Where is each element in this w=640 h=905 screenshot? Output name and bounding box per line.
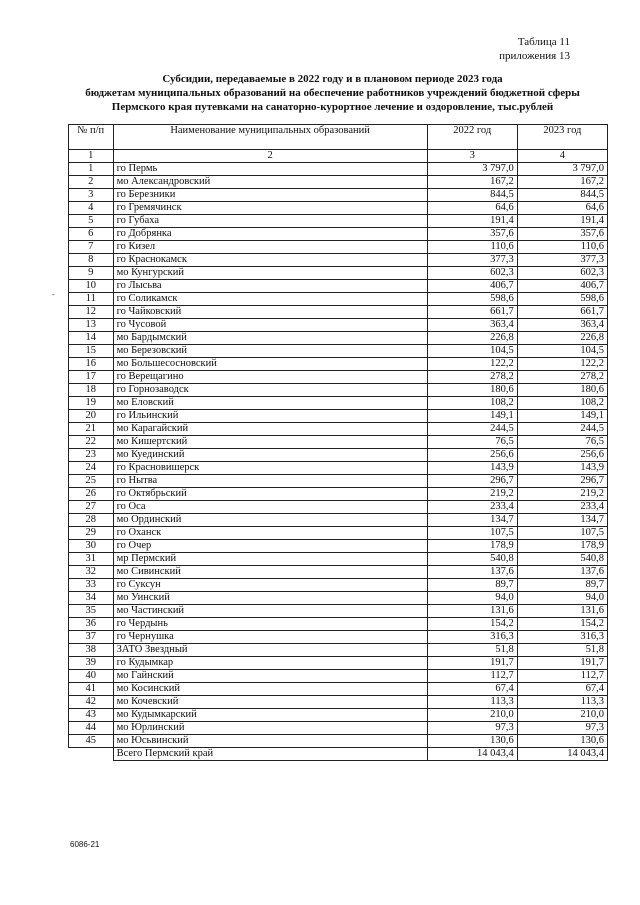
row-number: 29 xyxy=(69,527,114,540)
value-2023: 357,6 xyxy=(517,228,607,241)
table-row xyxy=(69,397,608,410)
value-2023: 130,6 xyxy=(517,735,607,748)
row-number: 22 xyxy=(69,436,114,449)
value-2023: 108,2 xyxy=(517,397,607,410)
table-row xyxy=(69,501,608,514)
municipality-name: го Лысьва xyxy=(113,280,427,293)
row-number: 4 xyxy=(69,202,114,215)
value-2022: 112,7 xyxy=(427,670,517,683)
value-2023: 122,2 xyxy=(517,358,607,371)
appendix-table-number: Таблица 11 xyxy=(517,36,570,48)
value-2023: 244,5 xyxy=(517,423,607,436)
header-number: № п/п xyxy=(69,125,114,150)
value-2022: 97,3 xyxy=(427,722,517,735)
municipality-name: мо Кудымкарский xyxy=(113,709,427,722)
table-row xyxy=(69,241,608,254)
index-cell-3: 3 xyxy=(427,150,517,163)
value-2022: 210,0 xyxy=(427,709,517,722)
municipality-name: го Кудымкар xyxy=(113,657,427,670)
value-2022: 363,4 xyxy=(427,319,517,332)
row-number: 40 xyxy=(69,670,114,683)
table-row xyxy=(69,540,608,553)
value-2023: 406,7 xyxy=(517,280,607,293)
table-row xyxy=(69,605,608,618)
value-2023: 178,9 xyxy=(517,540,607,553)
value-2022: 377,3 xyxy=(427,254,517,267)
value-2022: 137,6 xyxy=(427,566,517,579)
value-2022: 540,8 xyxy=(427,553,517,566)
municipality-name: мо Кишертский xyxy=(113,436,427,449)
municipality-name: го Пермь xyxy=(113,163,427,176)
table-row xyxy=(69,696,608,709)
municipality-name: мо Частинский xyxy=(113,605,427,618)
value-2023: 137,6 xyxy=(517,566,607,579)
value-2022: 406,7 xyxy=(427,280,517,293)
municipality-name: го Чердынь xyxy=(113,618,427,631)
header-name: Наименование муниципальных образований xyxy=(113,125,427,150)
value-2023: 112,7 xyxy=(517,670,607,683)
value-2023: 191,4 xyxy=(517,215,607,228)
value-2022: 122,2 xyxy=(427,358,517,371)
table-row xyxy=(69,462,608,475)
value-2022: 89,7 xyxy=(427,579,517,592)
index-cell-4: 4 xyxy=(517,150,607,163)
total-label: Всего Пермский край xyxy=(113,748,427,761)
table-row xyxy=(69,514,608,527)
value-2022: 180,6 xyxy=(427,384,517,397)
row-number: 41 xyxy=(69,683,114,696)
value-2023: 191,7 xyxy=(517,657,607,670)
value-2022: 64,6 xyxy=(427,202,517,215)
table-row xyxy=(69,722,608,735)
municipality-name: го Добрянка xyxy=(113,228,427,241)
row-number: 36 xyxy=(69,618,114,631)
table-row xyxy=(69,345,608,358)
value-2022: 357,6 xyxy=(427,228,517,241)
subsidy-table xyxy=(68,124,608,761)
municipality-name: го Суксун xyxy=(113,579,427,592)
document-code: 6086-21 xyxy=(70,840,100,849)
table-row xyxy=(69,553,608,566)
value-2022: 178,9 xyxy=(427,540,517,553)
municipality-name: го Чайковский xyxy=(113,306,427,319)
value-2023: 110,6 xyxy=(517,241,607,254)
row-number: 21 xyxy=(69,423,114,436)
municipality-name: го Оханск xyxy=(113,527,427,540)
value-2022: 131,6 xyxy=(427,605,517,618)
value-2023: 256,6 xyxy=(517,449,607,462)
total-row xyxy=(69,748,608,761)
value-2022: 167,2 xyxy=(427,176,517,189)
table-row xyxy=(69,488,608,501)
value-2022: 149,1 xyxy=(427,410,517,423)
value-2023: 219,2 xyxy=(517,488,607,501)
municipality-name: го Березники xyxy=(113,189,427,202)
row-number: 18 xyxy=(69,384,114,397)
value-2022: 226,8 xyxy=(427,332,517,345)
municipality-name: мо Косинский xyxy=(113,683,427,696)
table-row xyxy=(69,423,608,436)
value-2022: 134,7 xyxy=(427,514,517,527)
value-2022: 661,7 xyxy=(427,306,517,319)
index-cell-1: 1 xyxy=(69,150,114,163)
municipality-name: го Верещагино xyxy=(113,371,427,384)
table-row xyxy=(69,371,608,384)
municipality-name: го Чусовой xyxy=(113,319,427,332)
municipality-name: го Соликамск xyxy=(113,293,427,306)
municipality-name: го Губаха xyxy=(113,215,427,228)
table-row xyxy=(69,449,608,462)
value-2022: 154,2 xyxy=(427,618,517,631)
title-line-3: Пермского края путевками на санаторно-курортное лечение и оздоровление, тыс.рублей xyxy=(111,101,554,113)
value-2022: 316,3 xyxy=(427,631,517,644)
municipality-name: мо Юсьвинский xyxy=(113,735,427,748)
municipality-name: го Оса xyxy=(113,501,427,514)
total-2023: 14 043,4 xyxy=(517,748,607,761)
municipality-name: мо Еловский xyxy=(113,397,427,410)
municipality-name: мо Александровский xyxy=(113,176,427,189)
value-2023: 363,4 xyxy=(517,319,607,332)
table-row xyxy=(69,176,608,189)
total-empty xyxy=(69,748,114,761)
value-2022: 256,6 xyxy=(427,449,517,462)
table-row xyxy=(69,254,608,267)
table-row xyxy=(69,202,608,215)
value-2022: 233,4 xyxy=(427,501,517,514)
row-number: 2 xyxy=(69,176,114,189)
appendix-reference: приложения 13 xyxy=(499,50,570,62)
municipality-name: мо Сивинский xyxy=(113,566,427,579)
row-number: 9 xyxy=(69,267,114,280)
table-row xyxy=(69,228,608,241)
value-2022: 296,7 xyxy=(427,475,517,488)
municipality-name: мо Уинский xyxy=(113,592,427,605)
value-2022: 602,3 xyxy=(427,267,517,280)
table-row xyxy=(69,657,608,670)
value-2023: 3 797,0 xyxy=(517,163,607,176)
municipality-name: мо Большесосновский xyxy=(113,358,427,371)
value-2023: 134,7 xyxy=(517,514,607,527)
row-number: 7 xyxy=(69,241,114,254)
municipality-name: го Октябрьский xyxy=(113,488,427,501)
municipality-name: мо Куединский xyxy=(113,449,427,462)
row-number: 45 xyxy=(69,735,114,748)
value-2023: 131,6 xyxy=(517,605,607,618)
margin-mark: - xyxy=(52,290,55,299)
value-2022: 191,7 xyxy=(427,657,517,670)
value-2023: 113,3 xyxy=(517,696,607,709)
table-row xyxy=(69,410,608,423)
table-row xyxy=(69,631,608,644)
municipality-name: го Красновишерск xyxy=(113,462,427,475)
municipality-name: мо Кунгурский xyxy=(113,267,427,280)
row-number: 27 xyxy=(69,501,114,514)
value-2022: 3 797,0 xyxy=(427,163,517,176)
value-2023: 602,3 xyxy=(517,267,607,280)
municipality-name: го Чернушка xyxy=(113,631,427,644)
row-number: 5 xyxy=(69,215,114,228)
row-number: 28 xyxy=(69,514,114,527)
table-row xyxy=(69,644,608,657)
table-row xyxy=(69,280,608,293)
value-2023: 377,3 xyxy=(517,254,607,267)
value-2023: 233,4 xyxy=(517,501,607,514)
value-2022: 191,4 xyxy=(427,215,517,228)
municipality-name: го Нытва xyxy=(113,475,427,488)
title-line-2: бюджетам муниципальных образований на обеспечение работников учреждений бюджетной сферы xyxy=(85,87,580,99)
municipality-name: го Краснокамск xyxy=(113,254,427,267)
municipality-name: мо Кочевский xyxy=(113,696,427,709)
row-number: 19 xyxy=(69,397,114,410)
value-2023: 67,4 xyxy=(517,683,607,696)
row-number: 1 xyxy=(69,163,114,176)
row-number: 24 xyxy=(69,462,114,475)
value-2023: 76,5 xyxy=(517,436,607,449)
header-2022: 2022 год xyxy=(427,125,517,150)
row-number: 34 xyxy=(69,592,114,605)
table-row xyxy=(69,735,608,748)
row-number: 35 xyxy=(69,605,114,618)
value-2023: 210,0 xyxy=(517,709,607,722)
value-2022: 598,6 xyxy=(427,293,517,306)
value-2023: 107,5 xyxy=(517,527,607,540)
value-2023: 661,7 xyxy=(517,306,607,319)
table-row xyxy=(69,306,608,319)
row-number: 11 xyxy=(69,293,114,306)
row-number: 38 xyxy=(69,644,114,657)
value-2023: 316,3 xyxy=(517,631,607,644)
row-number: 33 xyxy=(69,579,114,592)
row-number: 43 xyxy=(69,709,114,722)
table-row xyxy=(69,384,608,397)
municipality-name: го Очер xyxy=(113,540,427,553)
row-number: 12 xyxy=(69,306,114,319)
value-2022: 244,5 xyxy=(427,423,517,436)
row-number: 25 xyxy=(69,475,114,488)
table-row xyxy=(69,358,608,371)
appendix-note xyxy=(499,35,570,63)
municipality-name: ЗАТО Звездный xyxy=(113,644,427,657)
municipality-name: мо Бардымский xyxy=(113,332,427,345)
row-number: 6 xyxy=(69,228,114,241)
table-row xyxy=(69,592,608,605)
table-row xyxy=(69,293,608,306)
municipality-name: го Гремячинск xyxy=(113,202,427,215)
table-row xyxy=(69,670,608,683)
value-2023: 104,5 xyxy=(517,345,607,358)
column-index-row xyxy=(69,150,608,163)
table-row xyxy=(69,163,608,176)
row-number: 10 xyxy=(69,280,114,293)
municipality-name: мо Карагайский xyxy=(113,423,427,436)
row-number: 3 xyxy=(69,189,114,202)
value-2022: 110,6 xyxy=(427,241,517,254)
row-number: 37 xyxy=(69,631,114,644)
row-number: 17 xyxy=(69,371,114,384)
value-2022: 104,5 xyxy=(427,345,517,358)
row-number: 42 xyxy=(69,696,114,709)
total-2022: 14 043,4 xyxy=(427,748,517,761)
document-title xyxy=(60,72,605,114)
table-row xyxy=(69,215,608,228)
value-2022: 108,2 xyxy=(427,397,517,410)
value-2022: 67,4 xyxy=(427,683,517,696)
table-row xyxy=(69,436,608,449)
value-2023: 149,1 xyxy=(517,410,607,423)
municipality-name: го Кизел xyxy=(113,241,427,254)
table-row xyxy=(69,527,608,540)
value-2023: 94,0 xyxy=(517,592,607,605)
table-row xyxy=(69,267,608,280)
value-2022: 94,0 xyxy=(427,592,517,605)
value-2023: 154,2 xyxy=(517,618,607,631)
value-2023: 540,8 xyxy=(517,553,607,566)
value-2022: 51,8 xyxy=(427,644,517,657)
row-number: 15 xyxy=(69,345,114,358)
title-line-1: Субсидии, передаваемые в 2022 году и в плановом периоде 2023 года xyxy=(162,73,503,85)
municipality-name: го Горнозаводск xyxy=(113,384,427,397)
value-2023: 51,8 xyxy=(517,644,607,657)
value-2022: 130,6 xyxy=(427,735,517,748)
row-number: 8 xyxy=(69,254,114,267)
value-2023: 844,5 xyxy=(517,189,607,202)
table-row xyxy=(69,189,608,202)
row-number: 23 xyxy=(69,449,114,462)
municipality-name: мр Пермский xyxy=(113,553,427,566)
table-row xyxy=(69,579,608,592)
value-2023: 97,3 xyxy=(517,722,607,735)
value-2023: 180,6 xyxy=(517,384,607,397)
value-2022: 278,2 xyxy=(427,371,517,384)
table-row xyxy=(69,683,608,696)
value-2023: 143,9 xyxy=(517,462,607,475)
value-2022: 219,2 xyxy=(427,488,517,501)
row-number: 14 xyxy=(69,332,114,345)
municipality-name: мо Березовский xyxy=(113,345,427,358)
row-number: 26 xyxy=(69,488,114,501)
value-2023: 278,2 xyxy=(517,371,607,384)
row-number: 20 xyxy=(69,410,114,423)
table-row xyxy=(69,566,608,579)
table-row xyxy=(69,475,608,488)
row-number: 31 xyxy=(69,553,114,566)
header-2023: 2023 год xyxy=(517,125,607,150)
index-cell-2: 2 xyxy=(113,150,427,163)
row-number: 39 xyxy=(69,657,114,670)
value-2023: 89,7 xyxy=(517,579,607,592)
value-2023: 598,6 xyxy=(517,293,607,306)
value-2023: 167,2 xyxy=(517,176,607,189)
table-row xyxy=(69,618,608,631)
municipality-name: мо Юрлинский xyxy=(113,722,427,735)
row-number: 32 xyxy=(69,566,114,579)
municipality-name: мо Гайнский xyxy=(113,670,427,683)
municipality-name: го Ильинский xyxy=(113,410,427,423)
row-number: 44 xyxy=(69,722,114,735)
municipality-name: мо Ординский xyxy=(113,514,427,527)
table-row xyxy=(69,319,608,332)
row-number: 13 xyxy=(69,319,114,332)
value-2022: 76,5 xyxy=(427,436,517,449)
value-2023: 64,6 xyxy=(517,202,607,215)
value-2023: 226,8 xyxy=(517,332,607,345)
table-header-row xyxy=(69,125,608,150)
value-2022: 113,3 xyxy=(427,696,517,709)
table-row xyxy=(69,709,608,722)
value-2023: 296,7 xyxy=(517,475,607,488)
row-number: 16 xyxy=(69,358,114,371)
row-number: 30 xyxy=(69,540,114,553)
value-2022: 844,5 xyxy=(427,189,517,202)
value-2022: 143,9 xyxy=(427,462,517,475)
value-2022: 107,5 xyxy=(427,527,517,540)
table-row xyxy=(69,332,608,345)
